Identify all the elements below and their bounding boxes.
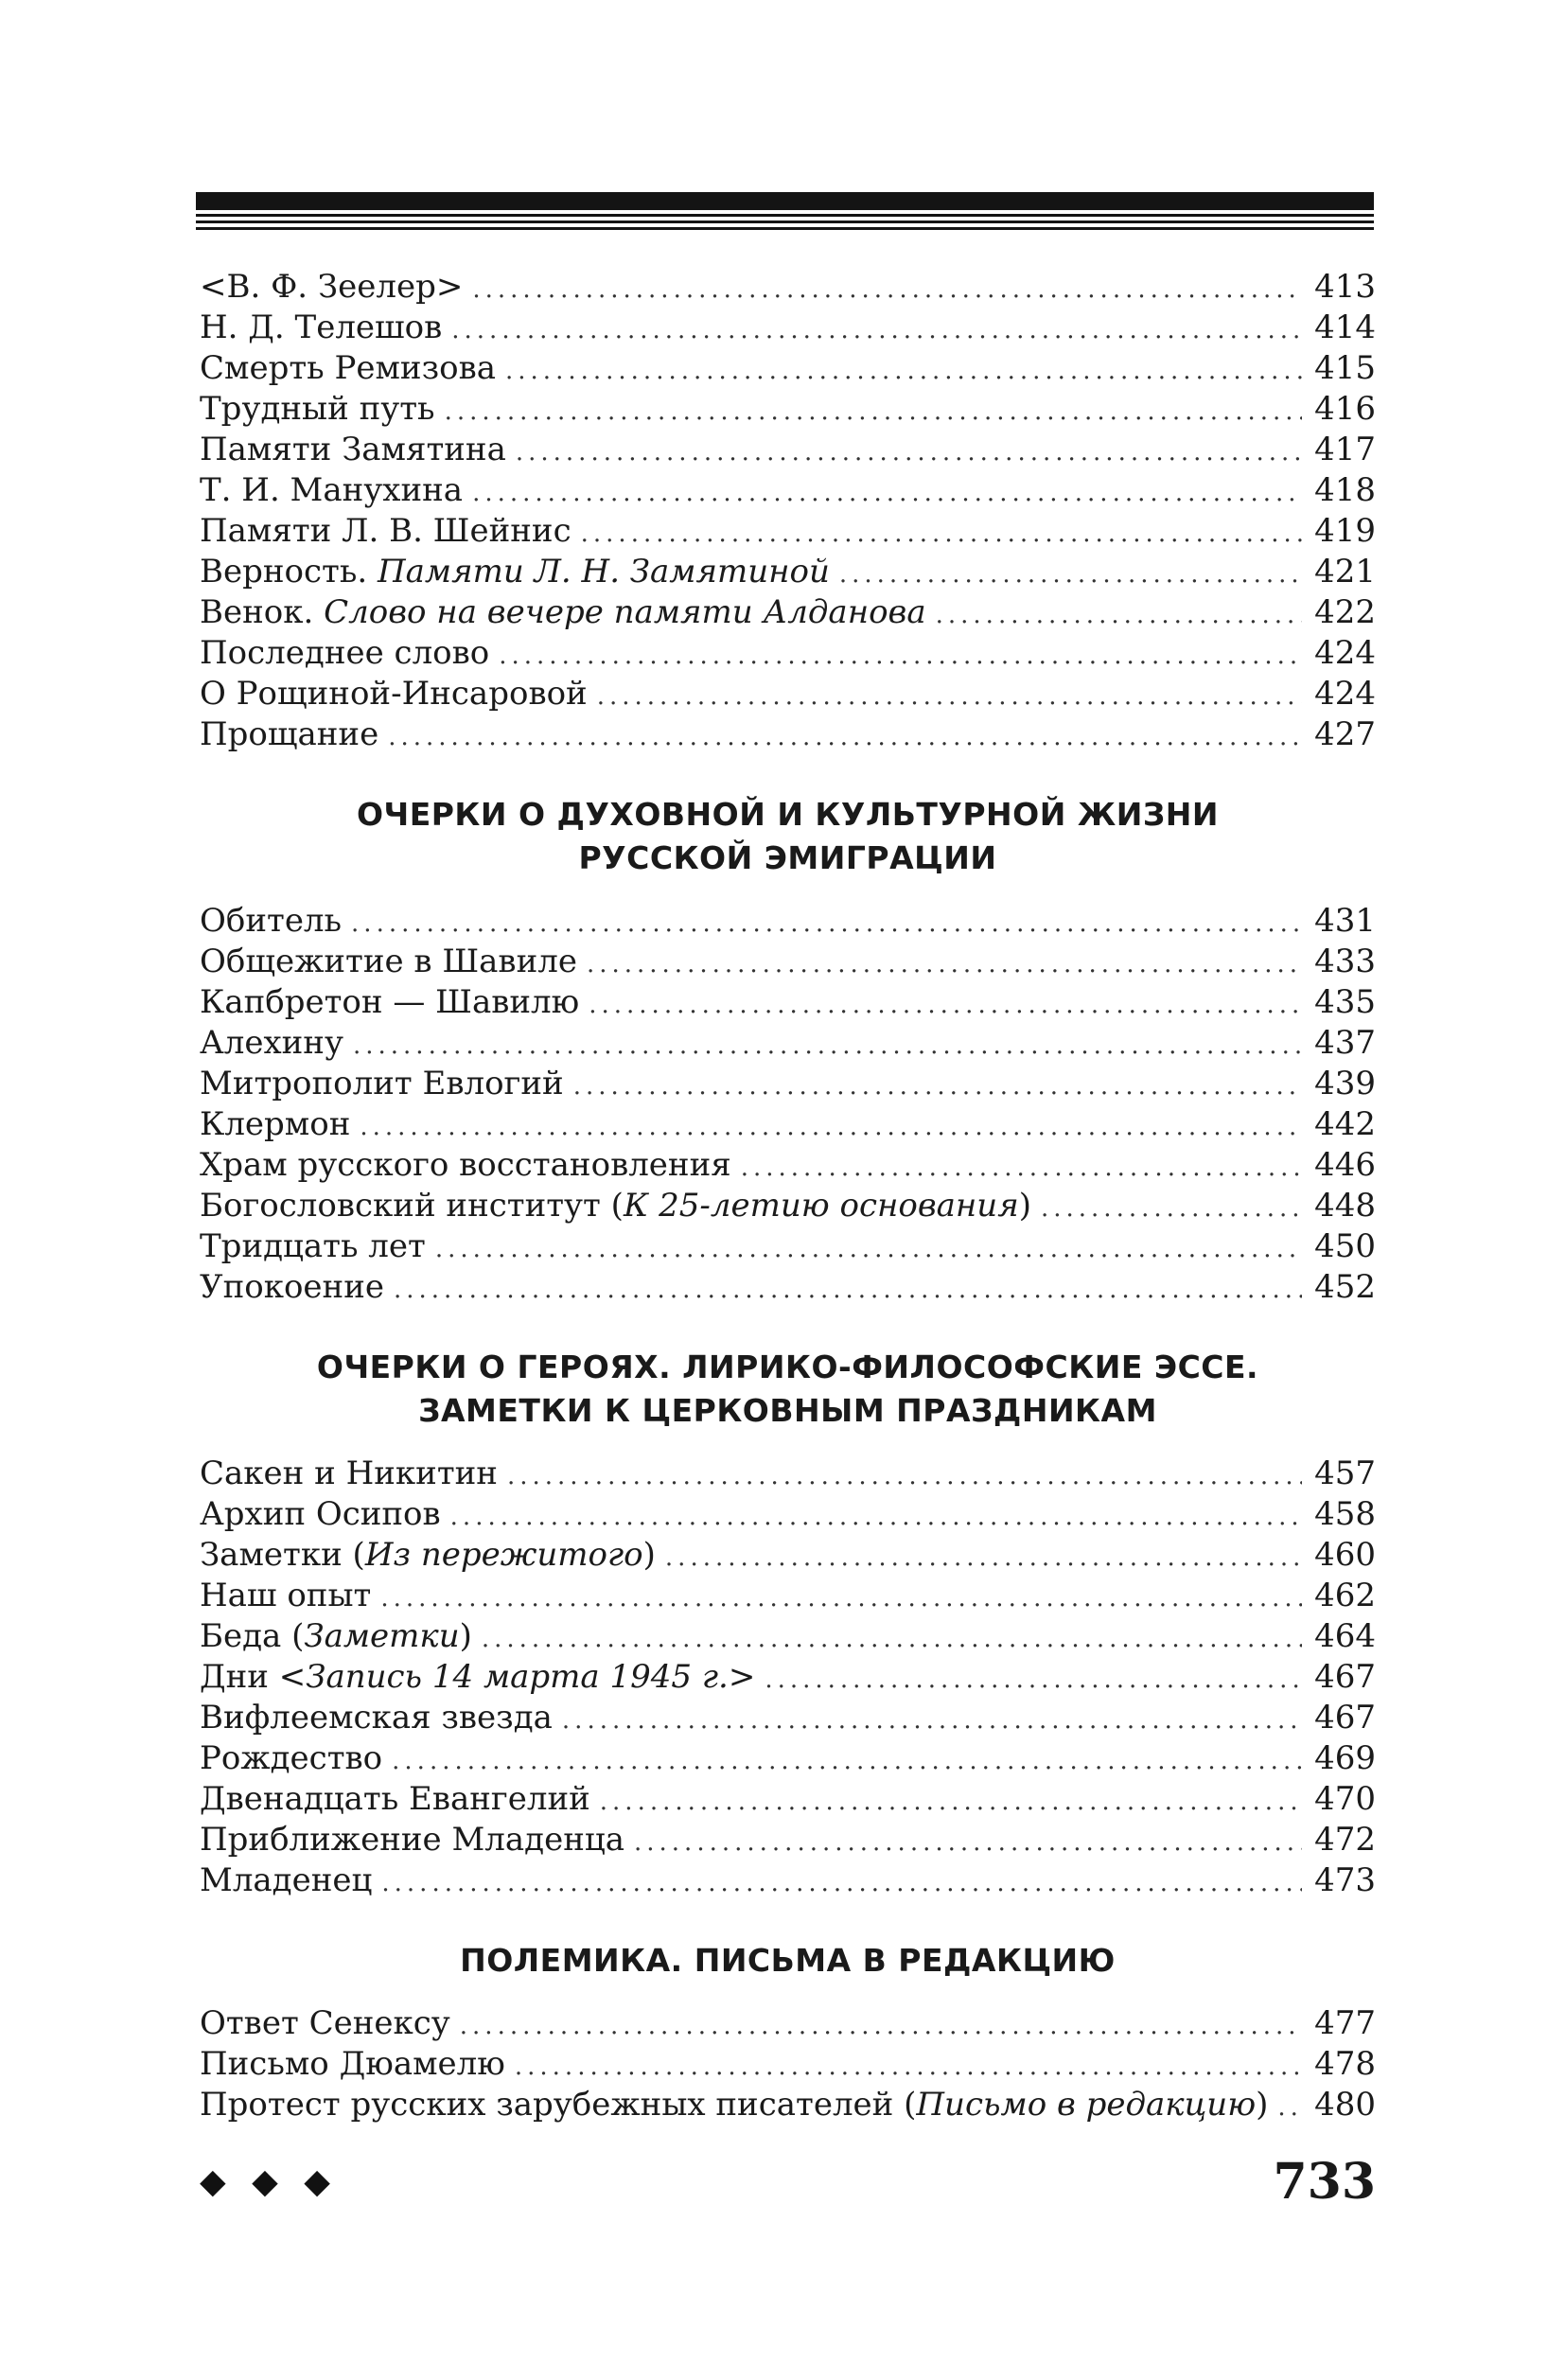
toc-entry-title-tail: ) <box>1018 1187 1031 1225</box>
toc-entry[interactable] <box>200 1576 1376 1616</box>
toc-entry-title <box>200 1616 482 1657</box>
toc-entry[interactable] <box>200 389 1376 430</box>
toc-entry-title <box>200 1186 1041 1226</box>
toc-entry-title <box>200 1023 353 1064</box>
dot-leader <box>392 1741 1302 1782</box>
toc-entry-title <box>200 633 499 674</box>
toc-entry-title <box>200 982 589 1023</box>
toc-entry-title <box>200 430 516 470</box>
toc-entry-title-text: Венок. <box>200 593 325 631</box>
toc-entry[interactable] <box>200 2085 1376 2125</box>
toc-entry-page: 464 <box>1314 1617 1376 1655</box>
toc-entry-title-text: Ответ Сенексу <box>200 2004 450 2042</box>
toc-entry[interactable] <box>200 348 1376 389</box>
section-heading <box>200 793 1376 880</box>
toc-entry-page: 418 <box>1314 471 1376 509</box>
dot-leader <box>435 1229 1302 1270</box>
toc-entry-title-text: Богословский институт ( <box>200 1187 624 1225</box>
dot-leader <box>587 944 1302 985</box>
toc-entry-title <box>200 592 936 633</box>
toc-section <box>200 1346 1376 1901</box>
toc-entry-page: 480 <box>1314 2086 1376 2124</box>
toc-entry-subtitle: К 25-летию основания <box>623 1187 1019 1225</box>
toc-entry[interactable] <box>200 308 1376 348</box>
toc-entry-title-text: Наш опыт <box>200 1577 372 1614</box>
toc-entry[interactable] <box>200 1535 1376 1576</box>
toc-entry-title-tail: ) <box>459 1617 472 1655</box>
toc-entry-title-tail: ) <box>1256 2086 1269 2124</box>
toc-entry[interactable] <box>200 2044 1376 2085</box>
toc-entry-title <box>200 942 587 982</box>
toc-entry-title-text: Заметки ( <box>200 1536 365 1574</box>
toc-entry-page: 433 <box>1314 943 1376 980</box>
toc-entry-title-tail: ) <box>642 1536 656 1574</box>
dot-leader <box>388 717 1302 758</box>
dot-leader <box>573 1067 1302 1107</box>
toc-entry-title <box>200 552 839 592</box>
section-heading-line: ПОЛЕМИКА. ПИСЬМА В РЕДАКЦИЮ <box>460 1942 1116 1979</box>
toc-entry-title <box>200 714 388 755</box>
toc-entry-page: 424 <box>1314 634 1376 672</box>
toc-entry-page: 473 <box>1314 1861 1376 1899</box>
toc-entry-title <box>200 2044 515 2085</box>
dot-leader <box>472 270 1302 310</box>
toc-entry-page: 478 <box>1314 2045 1376 2083</box>
toc-entry-title-text: Младенец <box>200 1861 373 1899</box>
toc-entry-title <box>200 511 581 552</box>
toc-entry[interactable] <box>200 1267 1376 1308</box>
toc-entry-title <box>200 674 597 714</box>
toc-entry-title-text: Обитель <box>200 902 343 940</box>
section-heading-line: ОЧЕРКИ О ГЕРОЯХ. ЛИРИКО-ФИЛОСОФСКИЕ ЭССЕ. <box>316 1349 1259 1385</box>
toc-entry-title <box>200 2003 460 2044</box>
toc-entry[interactable] <box>200 1064 1376 1104</box>
toc-entry-title-text: Двенадцать Евангелий <box>200 1780 590 1818</box>
dot-leader <box>516 432 1302 473</box>
toc-entry-title-text: Общежитие в Шавиле <box>200 943 577 980</box>
toc-entry-title-text: Письмо Дюамелю <box>200 2045 505 2083</box>
toc-entry-title-text: Сакен и Никитин <box>200 1454 498 1492</box>
toc-entry-page: 413 <box>1314 268 1376 306</box>
toc-entry[interactable] <box>200 1657 1376 1698</box>
toc-entry-title-text: Памяти Л. В. Шейнис <box>200 512 571 550</box>
toc-entry-page: 469 <box>1314 1739 1376 1777</box>
toc-entry-subtitle: Слово на вечере памяти Алданова <box>324 593 926 631</box>
dot-leader <box>460 2006 1302 2047</box>
toc-entry-title <box>200 1535 665 1576</box>
toc-entry[interactable] <box>200 511 1376 552</box>
section-heading <box>200 1939 1376 1983</box>
dot-leader <box>1041 1189 1302 1229</box>
toc-entry-page: 419 <box>1314 512 1376 550</box>
toc-entry-title-text: Памяти Замятина <box>200 431 506 468</box>
section-heading-line: РУССКОЙ ЭМИГРАЦИИ <box>578 839 997 876</box>
toc-entry-title-text: Вифлеемская звезда <box>200 1699 553 1737</box>
toc-entry-page: 452 <box>1314 1268 1376 1306</box>
toc-entry-page: 470 <box>1314 1780 1376 1818</box>
toc-entry-page: 439 <box>1314 1065 1376 1102</box>
toc-entry-page: 422 <box>1314 593 1376 631</box>
toc-entry-page: 427 <box>1314 715 1376 753</box>
toc-entry-title <box>200 1779 600 1820</box>
toc-entry[interactable] <box>200 674 1376 714</box>
toc-entry-title <box>200 1145 741 1186</box>
toc-entry-page: 462 <box>1314 1577 1376 1614</box>
dot-leader <box>597 677 1302 717</box>
dot-leader <box>741 1148 1302 1189</box>
toc-entry-title-text: Клермон <box>200 1105 351 1143</box>
toc-entry-title-text: Т. И. Манухина <box>200 471 464 509</box>
header-rule <box>196 192 1374 230</box>
dot-leader <box>353 1026 1302 1067</box>
header-rule-thin <box>196 214 1374 217</box>
header-rule-thin <box>196 220 1374 223</box>
dot-leader <box>482 1619 1302 1660</box>
toc-entry[interactable] <box>200 633 1376 674</box>
toc-entry-page: 460 <box>1314 1536 1376 1574</box>
diamond-ornament-icon: ◆ ◆ ◆ <box>200 2161 338 2201</box>
section-heading-line: ЗАМЕТКИ К ЦЕРКОВНЫМ ПРАЗДНИКАМ <box>418 1392 1157 1429</box>
toc-entry-title-text: Храм русского восстановления <box>200 1146 731 1184</box>
toc-entry-title <box>200 267 472 308</box>
dot-leader <box>839 555 1302 595</box>
toc-entry[interactable] <box>200 470 1376 511</box>
toc-entry-title-text: Протест русских зарубежных писателей ( <box>200 2086 917 2124</box>
header-rule-thin <box>196 227 1374 230</box>
dot-leader <box>1277 2088 1302 2128</box>
toc-entry[interactable] <box>200 430 1376 470</box>
dot-leader <box>351 904 1302 944</box>
dot-leader <box>589 985 1302 1026</box>
toc-entry-page: 414 <box>1314 309 1376 346</box>
toc-entry-title <box>200 1860 381 1901</box>
toc-entry-page: 467 <box>1314 1699 1376 1737</box>
toc-entry-page: 417 <box>1314 431 1376 468</box>
toc-entry-title <box>200 1698 562 1738</box>
toc-entry-page: 442 <box>1314 1105 1376 1143</box>
toc-entry[interactable] <box>200 1023 1376 1064</box>
dot-leader <box>451 310 1302 351</box>
toc-entry[interactable] <box>200 714 1376 755</box>
toc-entry-page: 435 <box>1314 983 1376 1021</box>
toc-entry-title-text: Приближение Младенца <box>200 1821 624 1859</box>
toc-entry[interactable] <box>200 1104 1376 1145</box>
toc-entry-page: 472 <box>1314 1821 1376 1859</box>
dot-leader <box>394 1270 1302 1311</box>
toc-entry[interactable] <box>200 901 1376 942</box>
toc-entry[interactable] <box>200 982 1376 1023</box>
toc-entry-title <box>200 308 451 348</box>
toc-entry-title-text: Смерть Ремизова <box>200 349 497 387</box>
toc-entry-title-text: Капбретон — Шавилю <box>200 983 580 1021</box>
toc-entry-title <box>200 348 505 389</box>
dot-leader <box>507 1456 1302 1497</box>
toc-entry-title <box>200 1576 380 1616</box>
dot-leader <box>936 595 1302 636</box>
toc-entry[interactable] <box>200 267 1376 308</box>
toc-entry-page: 450 <box>1314 1227 1376 1265</box>
dot-leader <box>380 1578 1302 1619</box>
toc-entry-title-text: Беда ( <box>200 1617 305 1655</box>
toc-entry-title <box>200 389 445 430</box>
toc-entry-page: 431 <box>1314 902 1376 940</box>
toc-entry-title-tail: > <box>728 1658 756 1696</box>
toc-entry-title <box>200 1267 394 1308</box>
dot-leader <box>381 1863 1302 1904</box>
toc-entry-title-text: О Рощиной-Инсаровой <box>200 675 588 713</box>
toc-section <box>200 1939 1376 2125</box>
toc-entry-title-text: Последнее слово <box>200 634 490 672</box>
toc-entry-title <box>200 2085 1277 2125</box>
dot-leader <box>765 1660 1302 1701</box>
dot-leader <box>665 1538 1302 1578</box>
toc-entry-page: 467 <box>1314 1658 1376 1696</box>
toc-entry[interactable] <box>200 2003 1376 2044</box>
toc-entry-title-text: Дни < <box>200 1658 307 1696</box>
toc-entry-title-text: Рождество <box>200 1739 383 1777</box>
dot-leader <box>360 1107 1302 1148</box>
toc-entry-page: 446 <box>1314 1146 1376 1184</box>
toc-entry-title-text: Архип Осипов <box>200 1495 441 1533</box>
dot-leader <box>450 1497 1302 1538</box>
toc-entry[interactable] <box>200 1779 1376 1820</box>
toc-entry-subtitle: Из пережитого <box>364 1536 643 1574</box>
toc-entry-title <box>200 1064 573 1104</box>
toc-section <box>200 267 1376 755</box>
section-heading-line: ОЧЕРКИ О ДУХОВНОЙ И КУЛЬТУРНОЙ ЖИЗНИ <box>356 796 1220 833</box>
toc-entry[interactable] <box>200 1226 1376 1267</box>
dot-leader <box>634 1823 1302 1863</box>
toc-entry-title <box>200 1104 360 1145</box>
toc-entry-title <box>200 901 351 942</box>
toc-entry-title <box>200 1820 634 1860</box>
toc-entry[interactable] <box>200 942 1376 982</box>
toc-entry-page: 458 <box>1314 1495 1376 1533</box>
dot-leader <box>445 392 1302 432</box>
toc-entry-title <box>200 1738 392 1779</box>
toc-entry-page: 457 <box>1314 1454 1376 1492</box>
toc-entry-page: 477 <box>1314 2004 1376 2042</box>
toc-entry-title-text: Митрополит Евлогий <box>200 1065 564 1102</box>
toc-entry-title <box>200 1226 435 1267</box>
toc-entry-title-text: Трудный путь <box>200 390 435 428</box>
toc-entry-page: 424 <box>1314 675 1376 713</box>
header-rule-thick <box>196 192 1374 210</box>
dot-leader <box>515 2047 1302 2088</box>
toc-entry-subtitle: Письмо в редакцию <box>916 2086 1257 2124</box>
toc-entry[interactable] <box>200 1820 1376 1860</box>
toc-entry[interactable] <box>200 1145 1376 1186</box>
dot-leader <box>505 351 1302 392</box>
toc-entry-title-text: Упокоение <box>200 1268 384 1306</box>
toc-entry[interactable] <box>200 1616 1376 1657</box>
toc-entry-title-text: Верность. <box>200 553 378 591</box>
toc-entry-title-text: <В. Ф. Зеелер> <box>200 268 464 306</box>
toc-entry-title-text: Н. Д. Телешов <box>200 309 443 346</box>
toc-entry[interactable] <box>200 552 1376 592</box>
table-of-contents <box>200 267 1376 2125</box>
toc-entry[interactable] <box>200 1494 1376 1535</box>
toc-entry-title <box>200 470 472 511</box>
toc-entry-page: 416 <box>1314 390 1376 428</box>
toc-entry-page: 437 <box>1314 1024 1376 1062</box>
toc-entry[interactable] <box>200 1186 1376 1226</box>
dot-leader <box>562 1701 1302 1741</box>
toc-entry-subtitle: Заметки <box>304 1617 460 1655</box>
toc-entry-subtitle: Запись 14 марта 1945 г. <box>306 1658 729 1696</box>
page-footer <box>200 2148 1376 2214</box>
toc-entry-title <box>200 1494 450 1535</box>
toc-entry[interactable] <box>200 1860 1376 1901</box>
toc-entry-page: 448 <box>1314 1187 1376 1225</box>
toc-entry-title-text: Тридцать лет <box>200 1227 426 1265</box>
toc-entry-title <box>200 1454 507 1494</box>
toc-entry[interactable] <box>200 592 1376 633</box>
dot-leader <box>581 514 1302 555</box>
toc-entry[interactable] <box>200 1698 1376 1738</box>
toc-entry-page: 421 <box>1314 553 1376 591</box>
toc-entry-title <box>200 1657 765 1698</box>
page-number: 733 <box>1273 2152 1376 2211</box>
section-heading <box>200 1346 1376 1433</box>
toc-entry-title-text: Алехину <box>200 1024 343 1062</box>
toc-section <box>200 793 1376 1308</box>
toc-entry-page: 415 <box>1314 349 1376 387</box>
toc-entry-subtitle: Памяти Л. Н. Замятиной <box>377 553 830 591</box>
dot-leader <box>499 636 1302 677</box>
toc-entry[interactable] <box>200 1738 1376 1779</box>
dot-leader <box>472 473 1302 514</box>
toc-entry-title-text: Прощание <box>200 715 379 753</box>
toc-entry[interactable] <box>200 1454 1376 1494</box>
dot-leader <box>600 1782 1302 1823</box>
